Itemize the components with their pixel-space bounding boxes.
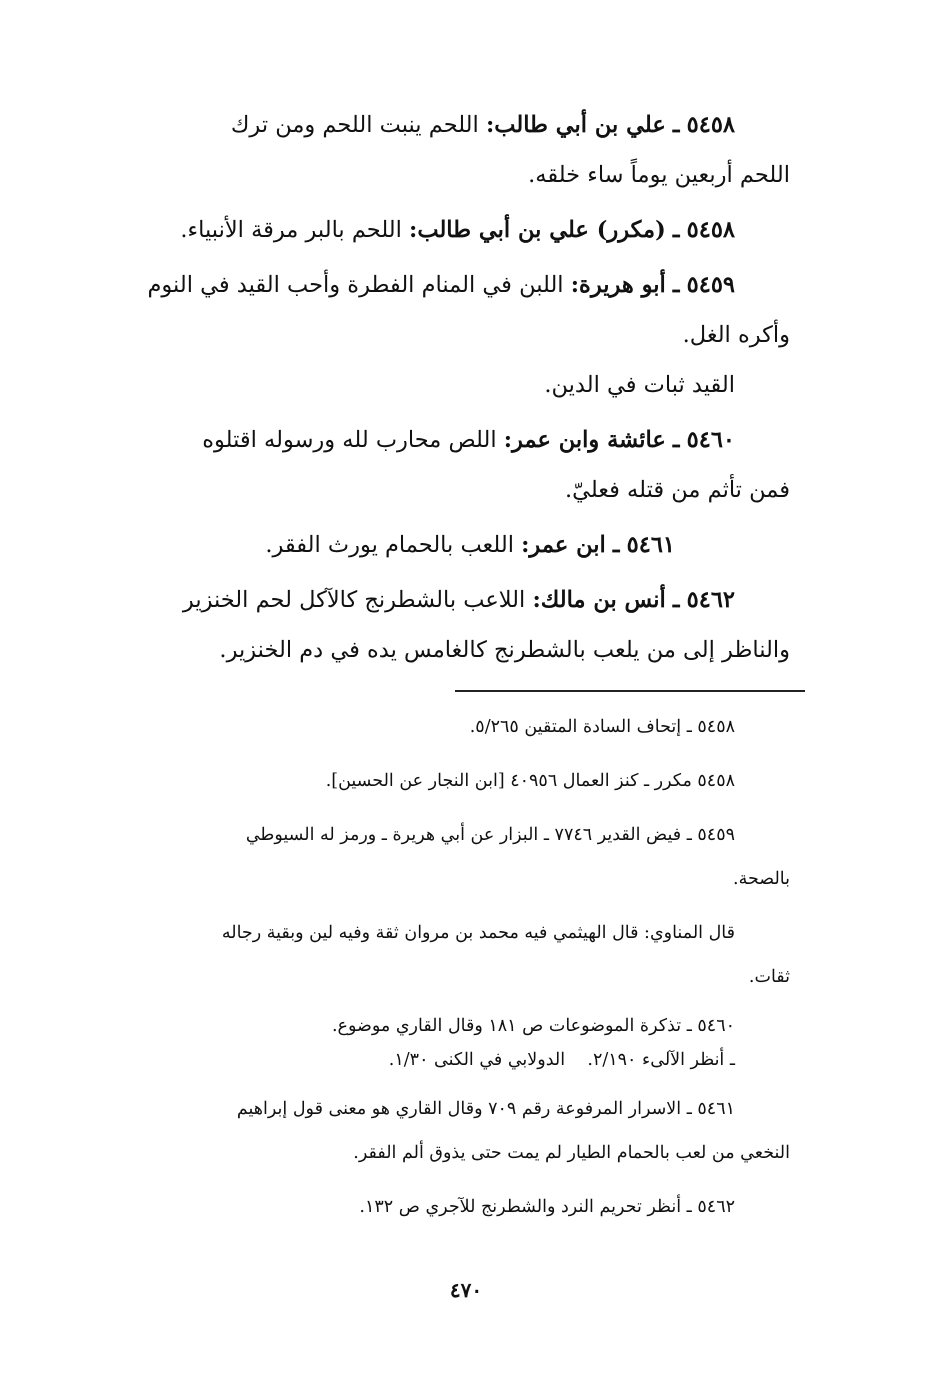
- hadith-entry: [110, 575, 790, 675]
- colon: :: [532, 587, 541, 613]
- page-number: ٤٧٠: [449, 1278, 483, 1302]
- hadith-commentary: القيد ثبات في الدين.: [544, 372, 735, 398]
- hadith-text: اللبن في المنام الفطرة وأحب القيد في النوم: [147, 272, 564, 298]
- hadith-entry: [110, 100, 790, 200]
- entry-number: ٥٤٦١: [626, 532, 675, 558]
- hadith-text: اللعب بالحمام يورث الفقر.: [265, 532, 514, 558]
- hadith-text: اللحم بالبر مرقة الأنبياء.: [180, 217, 402, 243]
- main-text: [110, 100, 790, 680]
- footnote: ٥٤٥٩ ـ فيض القدير ٧٧٤٦ ـ البزار عن أبي هريرة ـ ورمز له السيوطي بالصحة.: [245, 825, 790, 889]
- colon: :: [485, 112, 495, 138]
- hadith-text-continued: اللحم أربعين يوماً ساء خلقه.: [528, 162, 790, 188]
- separator: ـ: [672, 112, 680, 138]
- separator: ـ: [612, 532, 620, 558]
- hadith-entry: [110, 415, 790, 515]
- hadith-text: اللص محارب لله ورسوله اقتلوه: [202, 427, 497, 453]
- colon: :: [521, 532, 530, 558]
- narrator: عائشة وابن عمر: [512, 427, 666, 453]
- footnote: قال المناوي: قال الهيثمي فيه محمد بن مروان ثقة وفيه لين وبقية رجاله ثقات.: [221, 923, 790, 987]
- hadith-text-continued: فمن تأثم من قتله فعليّ.: [564, 477, 790, 503]
- separator: ـ: [672, 587, 680, 613]
- narrator: أنس بن مالك: [540, 587, 666, 613]
- separator: ـ: [672, 427, 680, 453]
- hadith-text: اللحم ينبت اللحم ومن ترك: [230, 112, 479, 138]
- narrator: علي بن أبي طالب: [494, 112, 666, 138]
- entry-number: ٥٤٦٠: [686, 427, 735, 453]
- hadith-entry: [110, 520, 790, 570]
- hadith-text: اللاعب بالشطرنج كالآكل لحم الخنزير: [182, 587, 526, 613]
- footnote: ٥٤٦٠ ـ تذكرة الموضوعات ص ١٨١ وقال القاري موضوع. ـ أنظر الآلىء ٢/١٩٠. الدولابي في الكنى ١/٣٠.: [331, 1016, 735, 1070]
- colon: :: [503, 427, 513, 453]
- footnote: ٥٤٦١ ـ الاسرار المرفوعة رقم ٧٠٩ وقال القاري هو معنى قول إبراهيم النخعي من لعب بالحمام الطيار لم يمت حتى يذوق ألم الفقر.: [236, 1099, 790, 1163]
- hadith-entry: [110, 205, 790, 255]
- entry-number: ٥٤٥٨: [686, 112, 735, 138]
- footnote: ٥٤٥٨ ـ إتحاف السادة المتقين ٥/٢٦٥.: [469, 717, 735, 737]
- separator: ـ: [672, 272, 680, 298]
- footnote: ٥٤٥٨ مكرر ـ كنز العمال ٤٠٩٥٦ [ابن النجار عن الحسين].: [325, 771, 735, 791]
- hadith-entry: [110, 260, 790, 410]
- footnote-divider: [455, 690, 805, 692]
- footnotes: [110, 705, 790, 1239]
- entry-number: ٥٤٥٨: [686, 217, 735, 243]
- narrator: (مكرر) علي بن أبي طالب: [417, 217, 666, 243]
- narrator: أبو هريرة: [579, 272, 666, 298]
- footnote: ٥٤٦٢ ـ أنظر تحريم النرد والشطرنج للآجري ص ١٣٢.: [359, 1197, 735, 1217]
- entry-number: ٥٤٥٩: [686, 272, 735, 298]
- colon: :: [409, 217, 418, 243]
- hadith-text-continued: والناظر إلى من يلعب بالشطرنج كالغامس يده في دم الخنزير.: [219, 637, 790, 663]
- narrator: ابن عمر: [529, 532, 606, 558]
- hadith-text-continued: وأكره الغل.: [682, 322, 790, 348]
- entry-number: ٥٤٦٢: [686, 587, 735, 613]
- separator: ـ: [672, 217, 680, 243]
- colon: :: [570, 272, 580, 298]
